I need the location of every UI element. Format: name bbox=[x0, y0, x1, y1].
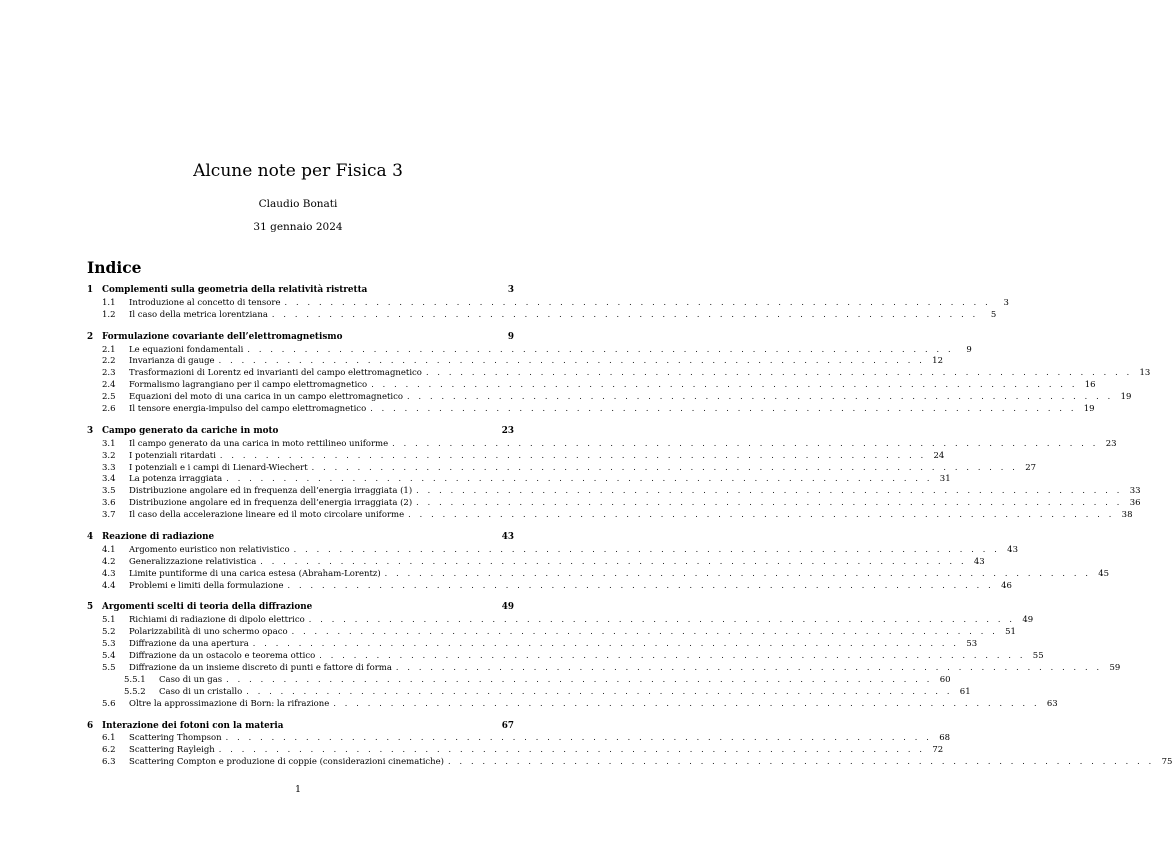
section-title: Generalizzazione relativistica bbox=[129, 556, 257, 567]
section-number: 4.1 bbox=[102, 544, 116, 555]
section-page: 27 bbox=[1025, 462, 1037, 473]
dot-leader: . . . . . . . . . . . . . . . . . . . . . . . . . . . . . . . . . . . . . . . . . . . . . . . . . . . . . . . . . . . . . . bbox=[395, 662, 1103, 672]
toc-section-entry[interactable] bbox=[87, 297, 1009, 309]
section-page: 46 bbox=[1001, 580, 1012, 591]
section-page: 3 bbox=[1003, 297, 1009, 308]
section-page: 45 bbox=[1098, 568, 1110, 579]
toc-chapter bbox=[87, 425, 1141, 521]
chapter-number: 6 bbox=[87, 720, 94, 731]
section-title: Scattering Rayleigh bbox=[129, 745, 215, 756]
section-title: Le equazioni fondamentali bbox=[129, 344, 244, 355]
toc-chapter-entry[interactable] bbox=[87, 426, 514, 438]
toc-section-entry[interactable] bbox=[87, 756, 1172, 768]
dot-leader: . . . . . . . . . . . . . . . . . . . . . . . . . . . . . . . . . . . . . . . . . . . . . . . . . . . . . . . . . . . . . . bbox=[425, 368, 1133, 378]
chapter-number: 3 bbox=[87, 425, 94, 436]
section-number: 2.5 bbox=[102, 392, 116, 403]
toc-chapter-entry[interactable] bbox=[87, 721, 514, 733]
section-number: 2.2 bbox=[102, 356, 116, 367]
toc-section-entry[interactable] bbox=[87, 367, 1151, 379]
section-number: 5.5.1 bbox=[124, 674, 146, 685]
page-number: 1 bbox=[294, 784, 302, 795]
section-number: 6.1 bbox=[102, 733, 116, 744]
chapter-title: Formulazione covariante dell’elettromagnetismo bbox=[102, 331, 343, 342]
section-title: Caso di un gas bbox=[159, 674, 223, 685]
dot-leader: . . . . . . . . . . . . . . . . . . . . . . . . . . . . . . . . . . . . . . . . . . . . . . . . . . . . . . . . . . . . . . bbox=[407, 392, 1114, 402]
section-page: 13 bbox=[1139, 368, 1151, 379]
toc-subsection-entry[interactable] bbox=[87, 686, 971, 698]
section-number: 3.5 bbox=[102, 486, 116, 497]
dot-leader: . . . . . . . . . . . . . . . . . . . . . . . . . . . . . . . . . . . . . . . . . . . . . . . . . . . . . . . . . . . . . . bbox=[218, 356, 925, 366]
toc-section-entry[interactable] bbox=[87, 379, 1096, 391]
section-page: 59 bbox=[1109, 662, 1121, 673]
section-title: Diffrazione da un insieme discreto di punti e fattore di forma bbox=[129, 662, 392, 673]
dot-leader: . . . . . . . . . . . . . . . . . . . . . . . . . . . . . . . . . . . . . . . . . . . . . . . . . . . . . . . . . . . . . . bbox=[416, 498, 1123, 508]
chapter-page: 67 bbox=[501, 720, 514, 731]
toc-section-entry[interactable] bbox=[87, 438, 1117, 450]
section-number: 5.5.2 bbox=[124, 686, 146, 697]
toc-section-entry[interactable] bbox=[87, 650, 1044, 662]
chapter-page: 43 bbox=[501, 532, 514, 543]
section-page: 24 bbox=[933, 450, 945, 461]
section-number: 3.4 bbox=[102, 474, 116, 485]
toc-chapter-entry[interactable] bbox=[87, 285, 514, 297]
section-title: Distribuzione angolare ed in frequenza dell’energia irraggiata (1) bbox=[129, 486, 413, 497]
section-page: 33 bbox=[1129, 486, 1141, 497]
dot-leader: . . . . . . . . . . . . . . . . . . . . . . . . . . . . . . . . . . . . . . . . . . . . . . . . . . . . . . . . . . . . . . bbox=[293, 544, 1000, 554]
toc-chapter bbox=[87, 720, 1172, 769]
dot-leader: . . . . . . . . . . . . . . . . . . . . . . . . . . . . . . . . . . . . . . . . . . . . . . . . . . . . . . . . . . . . . . bbox=[218, 745, 926, 755]
toc-section-entry[interactable] bbox=[87, 403, 1095, 415]
section-number: 5.4 bbox=[102, 651, 116, 662]
toc-section-entry[interactable] bbox=[87, 473, 951, 485]
section-number: 6.3 bbox=[102, 757, 116, 768]
section-title: I potenziali ritardati bbox=[129, 450, 216, 461]
toc-chapter-entry[interactable] bbox=[87, 602, 514, 614]
toc-chapter bbox=[87, 331, 1151, 415]
section-page: 23 bbox=[1105, 438, 1117, 449]
dot-leader: . . . . . . . . . . . . . . . . . . . . . . . . . . . . . . . . . . . . . . . . . . . . . . . . . . . . . . . . . . . . . . bbox=[287, 580, 994, 590]
section-title: Il caso della metrica lorentziana bbox=[129, 309, 268, 320]
toc-chapter-entry[interactable] bbox=[87, 532, 514, 544]
chapter-title: Argomenti scelti di teoria della diffrazione bbox=[102, 602, 313, 613]
section-page: 75 bbox=[1161, 757, 1172, 768]
section-page: 43 bbox=[973, 556, 985, 567]
section-title: Trasformazioni di Lorentz ed invarianti del campo elettromagnetico bbox=[129, 368, 422, 379]
section-number: 5.3 bbox=[102, 639, 116, 650]
toc-section-entry[interactable] bbox=[87, 509, 1133, 521]
section-number: 5.2 bbox=[102, 627, 116, 638]
toc-section-entry[interactable] bbox=[87, 732, 951, 744]
section-title: Equazioni del moto di una carica in un campo elettromagnetico bbox=[129, 392, 403, 403]
author: Claudio Bonati bbox=[258, 198, 338, 210]
section-title: Argomento euristico non relativistico bbox=[129, 544, 290, 555]
toc-section-entry[interactable] bbox=[87, 744, 944, 756]
toc-section-entry[interactable] bbox=[87, 497, 1141, 509]
section-title: Diffrazione da un ostacolo e teorema ottico bbox=[129, 651, 316, 662]
chapter-number: 1 bbox=[87, 285, 94, 295]
section-title: Oltre la approssimazione di Born: la rifrazione bbox=[129, 698, 330, 709]
section-page: 5 bbox=[990, 309, 997, 320]
section-page: 43 bbox=[1007, 544, 1018, 555]
dot-leader: . . . . . . . . . . . . . . . . . . . . . . . . . . . . . . . . . . . . . . . . . . . . . . . . . . . . . . . . . . . . . . bbox=[219, 450, 927, 460]
section-title: Il caso della accelerazione lineare ed il moto circolare uniforme bbox=[129, 510, 405, 521]
section-number: 2.4 bbox=[102, 380, 116, 391]
toc-section-entry[interactable] bbox=[87, 626, 1016, 638]
section-page: 16 bbox=[1084, 380, 1096, 391]
section-page: 38 bbox=[1121, 510, 1133, 521]
section-title: Problemi e limiti della formulazione bbox=[129, 580, 284, 591]
toc-section-entry[interactable] bbox=[87, 580, 1012, 592]
chapter-number: 2 bbox=[87, 331, 94, 342]
section-page: 12 bbox=[932, 356, 943, 367]
section-title: I potenziali e i campi di Lienard-Wiechert bbox=[129, 462, 308, 473]
chapter-number: 4 bbox=[87, 532, 94, 543]
toc-chapter bbox=[87, 532, 1110, 591]
date: 31 gennaio 2024 bbox=[253, 221, 343, 233]
section-number: 5.5 bbox=[102, 662, 116, 673]
dot-leader: . . . . . . . . . . . . . . . . . . . . . . . . . . . . . . . . . . . . . . . . . . . . . . . . . . . . . . . . . . . . . . bbox=[271, 309, 979, 319]
section-number: 4.3 bbox=[102, 568, 116, 579]
section-number: 6.2 bbox=[102, 745, 116, 756]
section-page: 19 bbox=[1083, 404, 1095, 415]
toc-section-entry[interactable] bbox=[87, 462, 1037, 474]
section-title: Introduzione al concetto di tensore bbox=[129, 297, 281, 308]
dot-leader: . . . . . . . . . . . . . . . . . . . . . . . . . . . . . . . . . . . . . . . . . . . . . . . . . . . . . . . . . . . . . . bbox=[252, 639, 960, 649]
toc-section-entry[interactable] bbox=[87, 638, 978, 650]
toc-section-entry[interactable] bbox=[87, 355, 943, 367]
toc-section-entry[interactable] bbox=[87, 662, 1121, 674]
toc-section-entry[interactable] bbox=[87, 450, 945, 462]
document-title: Alcune note per Fisica 3 bbox=[193, 161, 403, 181]
section-page: 55 bbox=[1032, 651, 1044, 662]
dot-leader: . . . . . . . . . . . . . . . . . . . . . . . . . . . . . . . . . . . . . . . . . . . . . . . . . . . . . . . . . . . . . . bbox=[226, 674, 933, 684]
section-page: 49 bbox=[1022, 615, 1034, 626]
chapter-title: Reazione di radiazione bbox=[102, 532, 215, 543]
section-number: 4.4 bbox=[102, 580, 116, 591]
section-title: Formalismo lagrangiano per il campo elettromagnetico bbox=[129, 380, 368, 391]
dot-leader: . . . . . . . . . . . . . . . . . . . . . . . . . . . . . . . . . . . . . . . . . . . . . . . . . . . . . . . . . . . . . . bbox=[226, 474, 933, 484]
toc-section-entry[interactable] bbox=[87, 344, 972, 356]
dot-leader: . . . . . . . . . . . . . . . . . . . . . . . . . . . . . . . . . . . . . . . . . . . . . . . . . . . . . . . . . . . . . . bbox=[370, 404, 1077, 414]
section-title: Limite puntiforme di una carica estesa (Abraham-Lorentz) bbox=[129, 568, 381, 579]
dot-leader: . . . . . . . . . . . . . . . . . . . . . . . . . . . . . . . . . . . . . . . . . . . . . . . . . . . . . . . . . . . . . . bbox=[408, 510, 1115, 520]
toc-section-entry[interactable] bbox=[87, 485, 1141, 497]
toc-section-entry[interactable] bbox=[87, 309, 997, 321]
section-number: 3.7 bbox=[102, 510, 116, 521]
dot-leader: . . . . . . . . . . . . . . . . . . . . . . . . . . . . . . . . . . . . . . . . . . . . . . . . . . . . . . . . . . . . . . bbox=[416, 486, 1123, 496]
dot-leader: . . . . . . . . . . . . . . . . . . . . . . . . . . . . . . . . . . . . . . . . . . . . . . . . . . . . . . . . . . . . . . bbox=[333, 698, 1040, 708]
section-title: Scattering Thompson bbox=[129, 733, 222, 744]
chapter-page: 49 bbox=[501, 602, 514, 613]
chapter-number: 5 bbox=[87, 602, 94, 613]
toc-heading: Indice bbox=[87, 258, 142, 277]
section-number: 2.1 bbox=[102, 344, 116, 355]
section-number: 1.2 bbox=[102, 309, 116, 320]
section-number: 3.2 bbox=[102, 450, 116, 461]
chapter-page: 23 bbox=[501, 425, 514, 436]
section-number: 3.3 bbox=[102, 462, 116, 473]
dot-leader: . . . . . . . . . . . . . . . . . . . . . . . . . . . . . . . . . . . . . . . . . . . . . . . . . . . . . . . . . . . . . . bbox=[247, 344, 954, 354]
dot-leader: . . . . . . . . . . . . . . . . . . . . . . . . . . . . . . . . . . . . . . . . . . . . . . . . . . . . . . . . . . . . . . bbox=[308, 615, 1016, 625]
dot-leader: . . . . . . . . . . . . . . . . . . . . . . . . . . . . . . . . . . . . . . . . . . . . . . . . . . . . . . . . . . . . . . bbox=[284, 297, 991, 307]
section-number: 3.1 bbox=[102, 438, 116, 449]
toc-chapter bbox=[87, 285, 1009, 321]
toc-section-entry[interactable] bbox=[87, 391, 1132, 403]
section-number: 1.1 bbox=[102, 297, 116, 308]
section-title: Diffrazione da una apertura bbox=[129, 639, 249, 650]
section-page: 61 bbox=[959, 686, 971, 697]
dot-leader: . . . . . . . . . . . . . . . . . . . . . . . . . . . . . . . . . . . . . . . . . . . . . . . . . . . . . . . . . . . . . . bbox=[291, 627, 998, 637]
section-number: 2.6 bbox=[102, 404, 116, 415]
chapter-title: Complementi sulla geometria della relatività ristretta bbox=[102, 285, 368, 295]
section-title: Caso di un cristallo bbox=[159, 686, 243, 697]
section-number: 2.3 bbox=[102, 368, 116, 379]
section-number: 4.2 bbox=[102, 556, 116, 567]
toc-section-entry[interactable] bbox=[87, 698, 1058, 710]
dot-leader: . . . . . . . . . . . . . . . . . . . . . . . . . . . . . . . . . . . . . . . . . . . . . . . . . . . . . . . . . . . . . . bbox=[384, 568, 1092, 578]
section-page: 60 bbox=[939, 674, 951, 685]
chapter-title: Campo generato da cariche in moto bbox=[102, 425, 279, 436]
section-title: Polarizzabilità di uno schermo opaco bbox=[129, 627, 288, 638]
dot-leader: . . . . . . . . . . . . . . . . . . . . . . . . . . . . . . . . . . . . . . . . . . . . . . . . . . . . . . . . . . . . . . bbox=[392, 438, 1099, 448]
section-title: La potenza irraggiata bbox=[129, 474, 223, 485]
toc-section-entry[interactable] bbox=[87, 614, 1034, 626]
section-page: 53 bbox=[966, 639, 978, 650]
section-page: 63 bbox=[1046, 698, 1058, 709]
section-title: Il tensore energia-impulso del campo elettromagnetico bbox=[129, 404, 367, 415]
section-title: Scattering Compton e produzione di coppie (considerazioni cinematiche) bbox=[129, 757, 444, 768]
chapter-title: Interazione dei fotoni con la materia bbox=[102, 720, 284, 731]
section-number: 3.6 bbox=[102, 498, 116, 509]
section-page: 68 bbox=[939, 733, 951, 744]
section-page: 9 bbox=[966, 344, 972, 355]
table-of-contents bbox=[87, 285, 1172, 779]
section-title: Il campo generato da una carica in moto rettilineo uniforme bbox=[129, 438, 389, 449]
section-page: 72 bbox=[932, 745, 944, 756]
dot-leader: . . . . . . . . . . . . . . . . . . . . . . . . . . . . . . . . . . . . . . . . . . . . . . . . . . . . . . . . . . . . . . bbox=[311, 462, 1019, 472]
toc-subsection-entry[interactable] bbox=[87, 674, 951, 686]
section-number: 5.6 bbox=[102, 698, 116, 709]
section-page: 51 bbox=[1005, 627, 1016, 638]
dot-leader: . . . . . . . . . . . . . . . . . . . . . . . . . . . . . . . . . . . . . . . . . . . . . . . . . . . . . . . . . . . . . . bbox=[319, 651, 1026, 661]
chapter-page: 9 bbox=[507, 331, 514, 342]
section-number: 5.1 bbox=[102, 615, 116, 626]
dot-leader: . . . . . . . . . . . . . . . . . . . . . . . . . . . . . . . . . . . . . . . . . . . . . . . . . . . . . . . . . . . . . . bbox=[260, 556, 967, 566]
toc-chapter-entry[interactable] bbox=[87, 332, 514, 344]
section-page: 31 bbox=[939, 474, 951, 485]
toc-section-entry[interactable] bbox=[87, 544, 1018, 556]
toc-section-entry[interactable] bbox=[87, 568, 1110, 580]
toc-chapter bbox=[87, 602, 1121, 709]
dot-leader: . . . . . . . . . . . . . . . . . . . . . . . . . . . . . . . . . . . . . . . . . . . . . . . . . . . . . . . . . . . . . . bbox=[448, 757, 1155, 767]
dot-leader: . . . . . . . . . . . . . . . . . . . . . . . . . . . . . . . . . . . . . . . . . . . . . . . . . . . . . . . . . . . . . . bbox=[225, 733, 933, 743]
toc-section-entry[interactable] bbox=[87, 556, 985, 568]
section-page: 19 bbox=[1120, 392, 1132, 403]
section-title: Distribuzione angolare ed in frequenza dell’energia irraggiata (2) bbox=[129, 498, 413, 509]
dot-leader: . . . . . . . . . . . . . . . . . . . . . . . . . . . . . . . . . . . . . . . . . . . . . . . . . . . . . . . . . . . . . . bbox=[371, 380, 1078, 390]
dot-leader: . . . . . . . . . . . . . . . . . . . . . . . . . . . . . . . . . . . . . . . . . . . . . . . . . . . . . . . . . . . . . . bbox=[246, 686, 953, 696]
section-title: Richiami di radiazione di dipolo elettrico bbox=[129, 615, 305, 626]
section-page: 36 bbox=[1129, 498, 1141, 509]
chapter-page: 3 bbox=[507, 285, 514, 295]
section-title: Invarianza di gauge bbox=[129, 356, 215, 367]
